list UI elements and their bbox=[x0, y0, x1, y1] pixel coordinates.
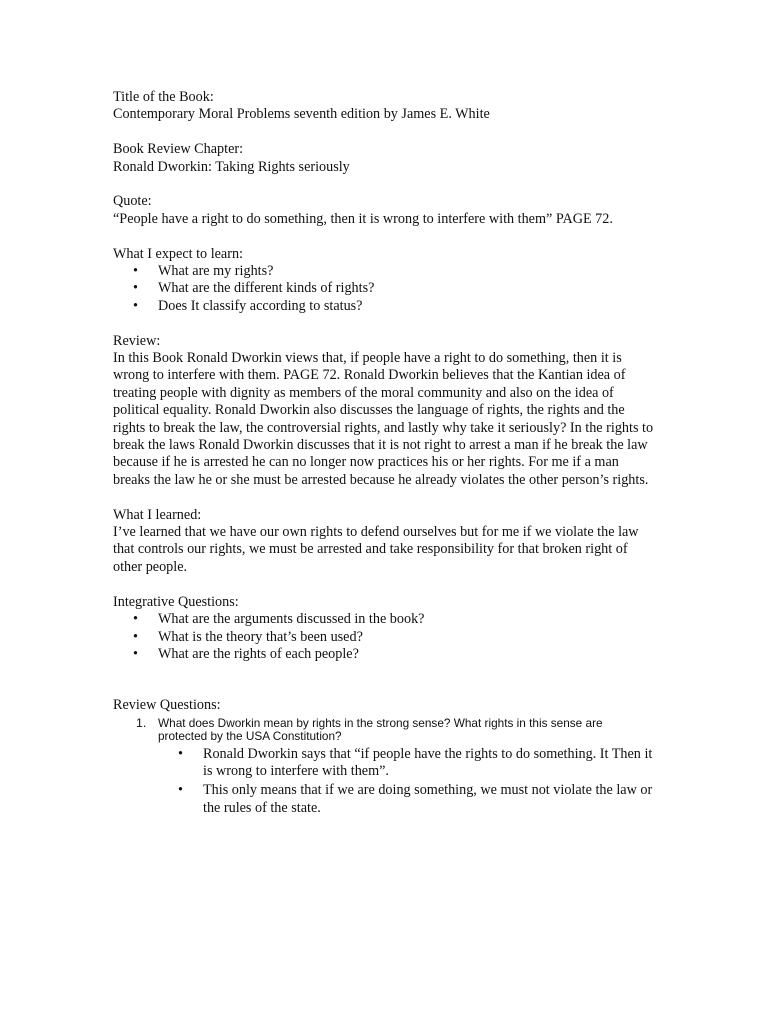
list-item: • What are the arguments discussed in the book? bbox=[113, 611, 658, 628]
review-text: In this Book Ronald Dworkin views that, if people have a right to do something, then it is wrong to interfere with them. PAGE 72. Ronald Dworkin believes that the Kantian idea of treating people with dignity as members of the moral community and also on the idea of political equality. Ronald Dworkin also discusses the language of rights, the rights and the rights to break the law, the controversial rights, and lastly why take it seriously? In the rights to break the laws Ronald Dworkin discusses that it is not right to arrest a man if he break the law because if he is arrested he can no longer now practices his or her rights. For me if a man breaks the law he or she must be arrested because he already violates the other person’s rights. bbox=[113, 350, 654, 488]
review-heading: Review: bbox=[113, 332, 161, 349]
list-item: • What is the theory that’s been used? bbox=[113, 629, 658, 646]
review-questions-heading: Review Questions: bbox=[113, 697, 221, 714]
quote-heading: Quote: bbox=[113, 193, 152, 210]
list-item: • Does It classify according to status? bbox=[113, 298, 658, 315]
learned-text: I’ve learned that we have our own rights to defend ourselves but for me if we violate the law that controls our rights, we must be arrested and take responsibility for that broken right of other people. bbox=[113, 524, 639, 575]
answer-item: • Ronald Dworkin says that “if people have the rights to do something. It Then it is wrong to interfere with them”. bbox=[158, 746, 658, 781]
review-questions-list bbox=[113, 715, 658, 817]
document-content bbox=[113, 89, 658, 819]
expect-heading: What I expect to learn: bbox=[113, 245, 243, 262]
list-item: • What are the rights of each people? bbox=[113, 646, 658, 663]
list-item: • What are my rights? bbox=[113, 263, 658, 280]
question-number: 1. bbox=[136, 715, 147, 730]
question-item bbox=[113, 715, 658, 817]
book-title-heading: Title of the Book: bbox=[113, 89, 214, 105]
list-item: • What are the different kinds of rights? bbox=[113, 280, 658, 297]
quote-text: “People have a right to do something, then it is wrong to interfere with them” PAGE 72. bbox=[113, 210, 613, 227]
integrative-list bbox=[113, 611, 658, 663]
answer-list bbox=[158, 746, 658, 818]
learned-heading: What I learned: bbox=[113, 506, 202, 523]
integrative-heading: Integrative Questions: bbox=[113, 593, 239, 610]
answer-item: • This only means that if we are doing something, we must not violate the law or the rules of the state. bbox=[158, 782, 658, 817]
chapter-title: Ronald Dworkin: Taking Rights seriously bbox=[113, 158, 350, 175]
question-text: What does Dworkin mean by rights in the strong sense? What rights in this sense are protected by the USA Constitution? bbox=[158, 715, 603, 744]
chapter-heading: Book Review Chapter: bbox=[113, 141, 244, 158]
expect-list bbox=[113, 263, 658, 315]
book-title: Contemporary Moral Problems seventh edition by James E. White bbox=[113, 106, 490, 123]
